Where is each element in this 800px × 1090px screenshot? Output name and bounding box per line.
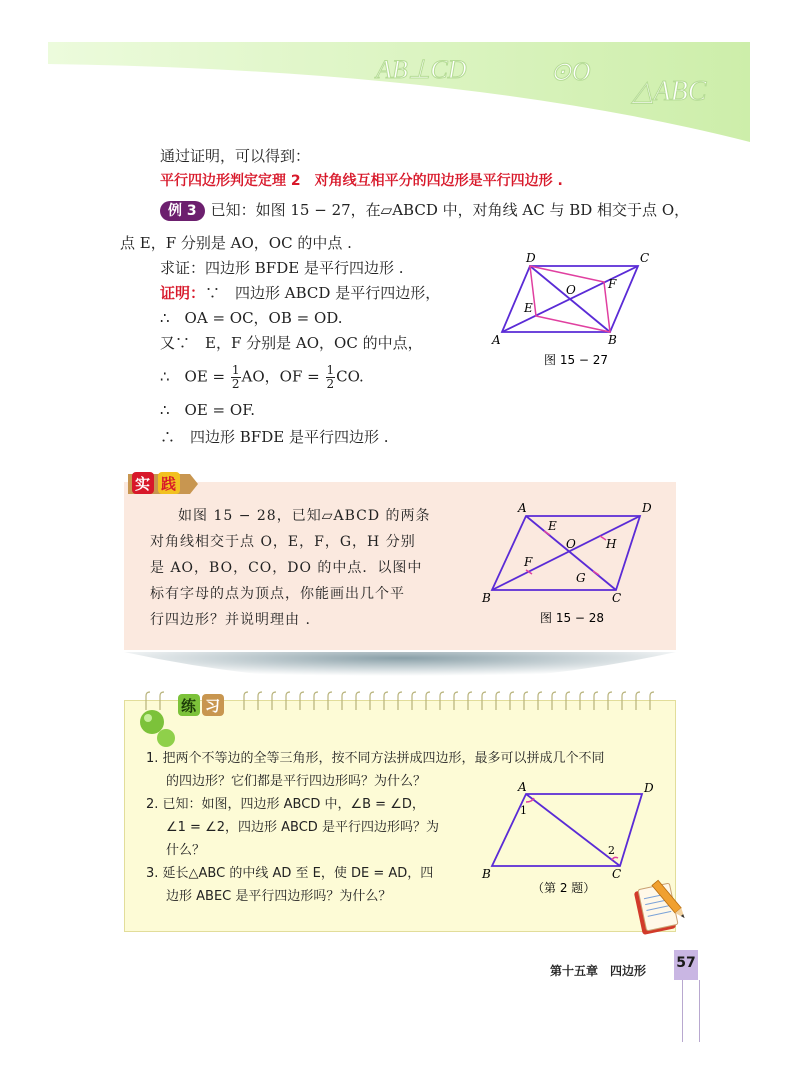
notebook-pencil-icon: [632, 874, 692, 938]
page-edge-line: [682, 980, 700, 1042]
example-badge: 例 3: [160, 201, 205, 221]
proof-line6: ∴ 四边形 BFDE 是平行四边形 .: [160, 428, 389, 446]
intro-text: 通过证明，可以得到：: [160, 147, 311, 165]
figure-caption: 图 15 − 27: [544, 353, 609, 367]
example-given-line2: 点 E，F 分别是 AO，OC 的中点 .: [120, 234, 352, 252]
pin-icon: [140, 710, 164, 734]
example-given-text: 已知：如图 15 − 27，在▱ABCD 中，对角线 AC 与 BD 相交于点 O，: [210, 201, 690, 219]
practice-text: [150, 503, 431, 633]
fraction-denominator: 2: [231, 377, 240, 391]
practice-title-char: 实: [135, 475, 151, 493]
label-F: F: [608, 277, 617, 291]
page-number: 57: [674, 950, 698, 980]
practice-header: [128, 470, 198, 498]
exercise-item-1: 1. 把两个不等边的全等三角形，按不同方法拼成四边形，最多可以拼成几个不同: [146, 751, 605, 766]
header-banner: [48, 42, 750, 142]
fraction-numerator: 1: [231, 363, 240, 377]
label-B: B: [608, 333, 617, 347]
label-H: H: [606, 537, 617, 551]
label-C: C: [612, 591, 622, 605]
proof-label: 证明：: [160, 284, 206, 302]
proof-step: ∵ 四边形 ABCD 是平行四边形，: [205, 284, 441, 302]
label-C: C: [612, 867, 622, 881]
exercise-header: [126, 686, 236, 748]
figure-15-27: [486, 248, 666, 378]
proof-step: CO.: [336, 367, 364, 386]
pin-icon: [157, 729, 175, 747]
label-B: B: [482, 591, 491, 605]
fraction-numerator: 1: [326, 363, 335, 377]
proof-step: AO，OF =: [241, 367, 325, 386]
banner-symbol: △ABC: [632, 76, 707, 107]
angle-label-2: 2: [608, 844, 615, 857]
proof-line4: [160, 364, 364, 391]
chapter-label: 第十五章 四边形: [550, 964, 647, 978]
fraction-half: [326, 364, 336, 391]
practice-line: 是 AO，BO，CO，DO 的中点．以图中: [150, 560, 423, 576]
exercise-item-3-cont: 边形 ABEC 是平行四边形吗？为什么？: [166, 889, 392, 904]
proof-line5: ∴ OE = OF.: [160, 401, 256, 419]
proof-line1: [160, 283, 440, 303]
practice-line: 对角线相交于点 O，E，F，G，H 分别: [150, 534, 416, 550]
label-A: A: [492, 333, 501, 347]
practice-line: 如图 15 − 28，已知▱ABCD 的两条: [178, 508, 431, 524]
label-O: O: [566, 537, 576, 551]
exercise-item-2: 2. 已知：如图，四边形 ABCD 中，∠B = ∠D，: [146, 797, 425, 812]
figure-caption: （第 2 题）: [532, 881, 596, 895]
exercise-item-1-cont: 的四边形？它们都是平行四边形吗？为什么？: [166, 774, 427, 789]
example-given-line1: [160, 200, 689, 221]
proof-step: ∴ OE =: [160, 367, 230, 386]
figure-15-28: [478, 498, 668, 628]
proof-line3: 又∵ E，F 分别是 AO，OC 的中点，: [160, 334, 423, 352]
proof-line2: ∴ OA = OC，OB = OD.: [160, 309, 343, 327]
fraction-half: [231, 364, 241, 391]
example-prove: 求证：四边形 BFDE 是平行四边形 .: [160, 259, 404, 277]
label-O: O: [566, 283, 576, 297]
practice-line: 行四边形？并说明理由 .: [150, 612, 311, 628]
label-A: A: [518, 501, 527, 515]
exercise-item-3: 3. 延长△ABC 的中线 AD 至 E，使 DE = AD，四: [146, 866, 434, 881]
practice-line: 标有字母的点为顶点，你能画出几个平: [150, 586, 405, 602]
label-E: E: [548, 519, 557, 533]
label-C: C: [640, 251, 650, 265]
exercise-title-char: 练: [181, 697, 197, 715]
label-A: A: [518, 780, 527, 794]
figure-caption: 图 15 − 28: [540, 611, 605, 625]
angle-label-1: 1: [520, 804, 527, 817]
label-D: D: [644, 781, 654, 795]
label-D: D: [642, 501, 652, 515]
exercise-item-2-cont: 什么？: [166, 843, 206, 858]
label-G: G: [576, 571, 586, 585]
fraction-denominator: 2: [326, 377, 335, 391]
theorem-text: 平行四边形判定定理 2 对角线互相平分的四边形是平行四边形 .: [160, 173, 563, 189]
practice-title-char: 践: [161, 475, 177, 493]
label-D: D: [526, 251, 536, 265]
banner-symbol: AB⊥CD: [376, 55, 467, 84]
label-B: B: [482, 867, 491, 881]
exercise-title-char: 习: [205, 697, 221, 715]
banner-symbol: ⊙O: [550, 57, 591, 86]
label-E: E: [524, 301, 533, 315]
label-F: F: [524, 555, 533, 569]
exercise-item-2-cont: ∠1 = ∠2，四边形 ABCD 是平行四边形吗？为: [166, 820, 439, 835]
